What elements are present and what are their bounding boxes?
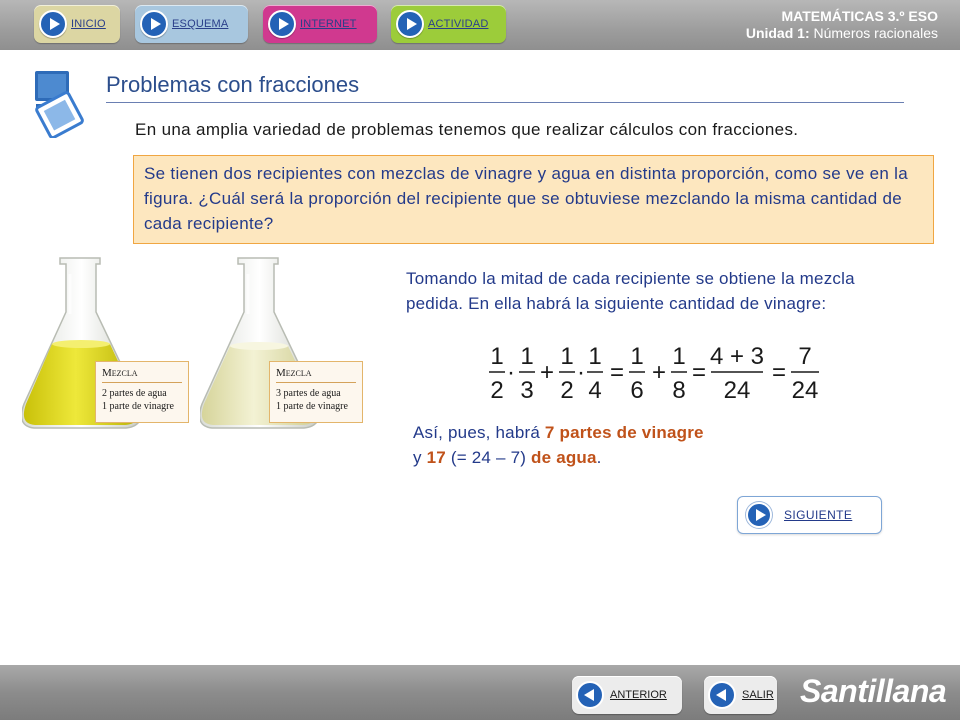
play-icon bbox=[140, 10, 168, 38]
esquema-button[interactable] bbox=[135, 5, 248, 43]
fraction-denominator: 8 bbox=[672, 377, 686, 404]
fraction-denominator: 24 bbox=[791, 377, 819, 404]
fraction-denominator: 2 bbox=[560, 377, 574, 404]
fraction-numerator: 7 bbox=[798, 343, 812, 370]
highlight-vinagre: 7 partes de vinagre bbox=[544, 423, 704, 442]
mixture-card bbox=[269, 361, 363, 423]
problem-statement: Se tienen dos recipientes con mezclas de vinagre y agua en distinta proporción, como se ve en la figura. ¿Cuál será la proporción del recipiente que se obtuviese mezclando la misma cantidad de cada recipiente? bbox=[133, 155, 934, 244]
operator-plus: + bbox=[651, 359, 667, 386]
operator-equals: = bbox=[609, 359, 625, 386]
actividad-button[interactable] bbox=[391, 5, 506, 43]
operator-dot: · bbox=[507, 359, 515, 386]
conclusion-part: Así, pues, habrá bbox=[413, 423, 545, 442]
play-icon bbox=[39, 10, 67, 38]
operator-equals: = bbox=[691, 359, 707, 386]
anterior-label: ANTERIOR bbox=[610, 689, 667, 701]
siguiente-button[interactable] bbox=[737, 496, 882, 534]
internet-label: INTERNET bbox=[300, 18, 357, 30]
solution-text: Tomando la mitad de cada recipiente se obtiene la mezcla pedida. En ella habrá la siguiente cantidad de vinagre: bbox=[406, 269, 855, 313]
course-unit bbox=[746, 25, 938, 42]
fraction-equation bbox=[487, 342, 827, 404]
fraction-denominator: 24 bbox=[723, 377, 751, 404]
play-icon bbox=[268, 10, 296, 38]
internet-button[interactable] bbox=[263, 5, 377, 43]
card-divider bbox=[102, 382, 182, 383]
fraction-denominator: 6 bbox=[630, 377, 644, 404]
salir-label: SALIR bbox=[742, 689, 774, 701]
inicio-label: INICIO bbox=[71, 18, 106, 30]
card-line: 2 partes de agua bbox=[102, 388, 167, 399]
fraction-numerator: 1 bbox=[672, 343, 686, 370]
conclusion-part: . bbox=[596, 448, 602, 467]
mixture-card bbox=[95, 361, 189, 423]
conclusion-part: y bbox=[413, 448, 427, 467]
play-icon bbox=[746, 502, 772, 528]
fraction-numerator: 1 bbox=[490, 343, 504, 370]
conclusion-line-1 bbox=[413, 420, 704, 445]
unit-name: Números racionales bbox=[813, 25, 938, 41]
card-title: Mezcla bbox=[102, 367, 138, 379]
inicio-button[interactable] bbox=[34, 5, 120, 43]
operator-dot: · bbox=[577, 359, 585, 386]
course-info bbox=[746, 8, 938, 42]
card-line: 1 parte de vinagre bbox=[102, 401, 174, 412]
back-arrow-icon bbox=[576, 681, 604, 709]
fraction-denominator: 2 bbox=[490, 377, 504, 404]
back-arrow-icon bbox=[708, 681, 736, 709]
salir-button[interactable] bbox=[704, 676, 777, 714]
operator-equals: = bbox=[771, 359, 787, 386]
page-title: Problemas con fracciones bbox=[106, 72, 360, 97]
conclusion-part: (= 24 – 7) bbox=[445, 448, 532, 467]
anterior-button[interactable] bbox=[572, 676, 682, 714]
card-line: 3 partes de agua bbox=[276, 388, 341, 399]
highlight-agua-count: 17 bbox=[426, 448, 446, 467]
conclusion-line-2 bbox=[413, 445, 704, 470]
fraction-numerator: 4 + 3 bbox=[709, 343, 765, 370]
fraction-numerator: 1 bbox=[588, 343, 602, 370]
unit-label: Unidad 1: bbox=[745, 25, 810, 41]
fraction-numerator: 1 bbox=[560, 343, 574, 370]
fraction-denominator: 4 bbox=[588, 377, 602, 404]
esquema-label: ESQUEMA bbox=[172, 18, 229, 30]
siguiente-label: SIGUIENTE bbox=[784, 508, 853, 522]
santillana-logo: Santillana bbox=[800, 673, 947, 709]
fraction-numerator: 1 bbox=[520, 343, 534, 370]
conclusion-text bbox=[413, 420, 704, 470]
intro-text: En una amplia variedad de problemas tenemos que realizar cálculos con fracciones. bbox=[135, 120, 799, 139]
top-bar bbox=[0, 0, 960, 50]
play-icon bbox=[396, 10, 424, 38]
course-subject: MATEMÁTICAS 3.º ESO bbox=[781, 8, 938, 24]
card-line: 1 parte de vinagre bbox=[276, 401, 348, 412]
fraction-numerator: 1 bbox=[630, 343, 644, 370]
title-divider bbox=[106, 102, 904, 103]
highlight-agua: de agua bbox=[531, 448, 597, 467]
actividad-label: ACTIVIDAD bbox=[428, 18, 489, 30]
card-title: Mezcla bbox=[276, 367, 312, 379]
fraction-denominator: 3 bbox=[520, 377, 534, 404]
operator-plus: + bbox=[539, 359, 555, 386]
window-icon bbox=[30, 68, 86, 138]
card-divider bbox=[276, 382, 356, 383]
